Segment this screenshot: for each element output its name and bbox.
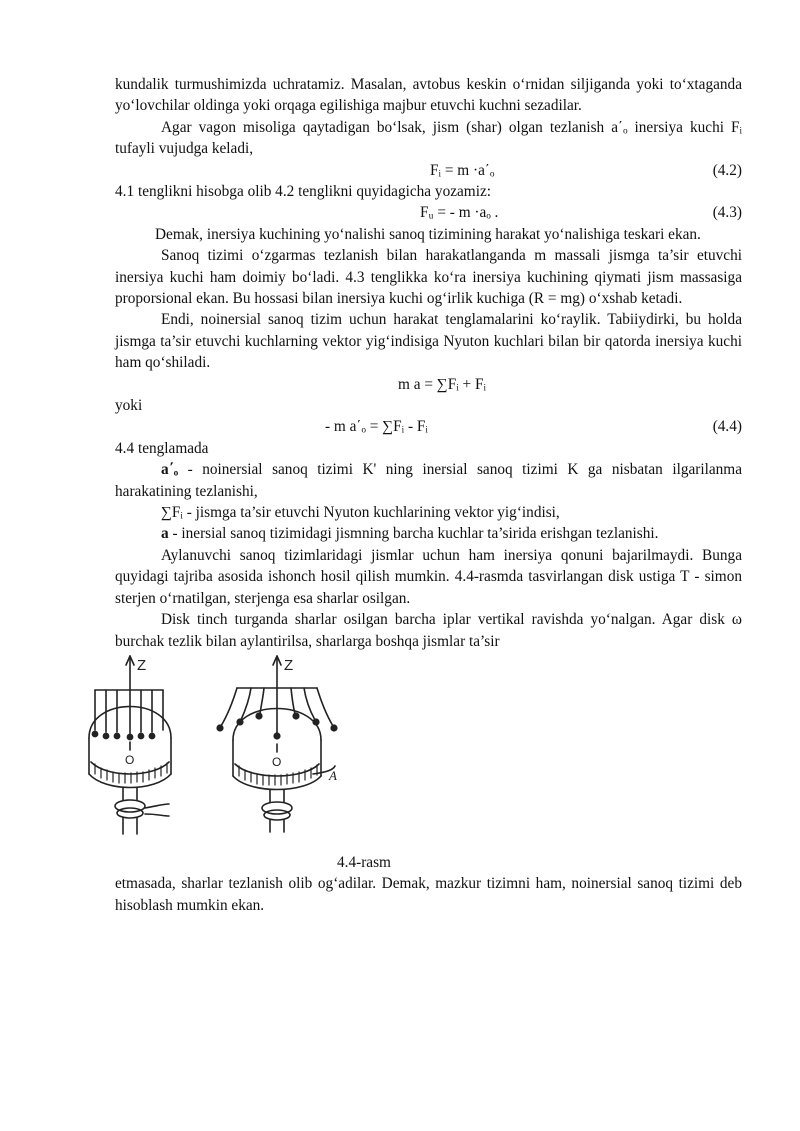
- center-label-right: O: [272, 754, 282, 769]
- equation-4-2-number: (4.2): [712, 161, 742, 179]
- equation-4-2-formula: Fᵢ = m ·a΄ₒ: [430, 161, 495, 179]
- ball-2: [103, 733, 108, 738]
- equation-newton-formula: m a = ∑Fᵢ + Fᵢ: [398, 375, 486, 393]
- ball-right-4: [293, 713, 299, 719]
- figure-4-4-drawing: [77, 646, 397, 846]
- paragraph-9: Aylanuvchi sanoq tizimlaridagi jismlar uchun ham inersiya qonuni bajarilmaydi. Bunga quyidagi tajriba asosida ishonch hosil qilish mumkin. 4.4-rasmda tasvirlangan disk ustiga T - simon sterjen o‘rnatilgan, sterjenga esa sharlar osilgan.: [115, 546, 742, 607]
- definition-1-symbol: a΄ₒ: [161, 461, 179, 479]
- ball-3: [114, 733, 119, 738]
- ball-right-center: [274, 733, 280, 739]
- paragraph-8: 4.4 tenglamada: [115, 439, 209, 457]
- definition-1: [115, 459, 742, 502]
- page-body: [115, 74, 742, 916]
- equation-4-3-formula: Fᵤ = - m ·aₒ .: [420, 204, 499, 222]
- rotating-disk-apparatus: [217, 656, 337, 832]
- paragraph-3: 4.1 tenglikni hisobga olib 4.2 tenglikni quyidagicha yozamiz:: [115, 183, 491, 201]
- equation-4-4: [115, 416, 742, 437]
- definition-3-text: - inersial sanoq tizimidagi jismning barcha kuchlar ta’sirida erishgan tezlanishi.: [168, 525, 659, 543]
- equation-4-4-formula: - m a΄ₒ = ∑Fᵢ - Fᵢ: [325, 418, 428, 436]
- paragraph-5: Sanoq tizimi o‘zgarmas tezlanish bilan harakatlanganda m massali jismga ta’sir etuvchi inersiya kuchi ham doimiy bo‘ladi. 4.3 tenglikka ko‘ra inersiya kuchining qiymati jism massasiga proporsional ekan. Bu hossasi bilan inersiya kuchi og‘irlik kuchiga (R = mg) o‘xshab ketadi.: [115, 247, 742, 308]
- pulley-left-2: [117, 808, 143, 818]
- definition-3-symbol: a: [161, 525, 169, 543]
- shaft-left: [123, 788, 137, 800]
- paragraph-11: etmasada, sharlar tezlanish olib og‘adilar. Demak, mazkur tizimni ham, noinersial sanoq tizimi deb hisoblash mumkin ekan.: [115, 875, 742, 914]
- figure-caption: 4.4-rasm: [337, 853, 391, 871]
- ball-4: [127, 734, 132, 739]
- disk-at-rest-apparatus: [89, 656, 171, 834]
- paragraph-10: Disk tinch turganda sharlar osilgan barcha iplar vertikal ravishda yo‘nalgan. Agar disk ω burchak tezlik bilan aylantirilsa, sharlarga boshqa jismlar ta’sir: [115, 611, 742, 650]
- figure-4-4: [115, 652, 742, 852]
- definition-2: ∑Fᵢ - jismga ta’sir etuvchi Nyuton kuchlarining vektor yig‘indisi,: [161, 504, 560, 522]
- belt-left: [145, 804, 169, 816]
- ball-1: [92, 731, 97, 736]
- ball-right-1: [217, 725, 223, 731]
- paragraph-2: Agar vagon misoliga qaytadigan bo‘lsak, jism (shar) olgan tezlanish a΄ₒ inersiya kuchi Fᵢ tufayli vujudga keladi,: [115, 118, 742, 158]
- equation-newton: [115, 374, 742, 395]
- ball-right-3: [256, 713, 262, 719]
- equation-4-2: [115, 160, 742, 181]
- z-axis-label-right: Z: [284, 656, 294, 674]
- equation-4-3-number: (4.3): [712, 204, 742, 222]
- paragraph-4: Demak, inersiya kuchining yo‘nalishi sanoq tizimining harakat yo‘nalishiga teskari ekan.: [155, 225, 701, 243]
- z-axis-label-left: Z: [137, 656, 147, 674]
- arc-label: A: [329, 767, 337, 783]
- ball-5: [138, 733, 143, 738]
- paragraph-7: yoki: [115, 397, 143, 415]
- shaft-lower-left: [123, 818, 137, 834]
- ball-6: [149, 733, 154, 738]
- definition-1-text: - noinersial sanoq tizimi K' ning inersial sanoq tizimi K ga nisbatan ilgarilanma harakatining tezlanishi,: [115, 461, 742, 500]
- equation-4-4-number: (4.4): [712, 418, 742, 436]
- center-label-left: O: [125, 752, 135, 767]
- shaft-lower-right: [270, 820, 284, 832]
- paragraph-6: Endi, noinersial sanoq tizim uchun harakat tenglamalarini ko‘raylik. Tabiiydirki, bu holda jismga ta’sir etuvchi kuchlarning vektor yig‘indisiga Nyuton kuchlari bilan bir qatorda inersiya kuchi ham qo‘shiladi.: [115, 311, 742, 372]
- shaft-right: [270, 790, 284, 802]
- paragraph-1: kundalik turmushimizda uchratamiz. Masalan, avtobus keskin o‘rnidan siljiganda yoki to‘xtaganda yo‘lovchilar oldinga yoki orqaga egilishiga majbur etuvchi kuchni sezadilar.: [115, 76, 742, 115]
- ball-right-6: [331, 725, 337, 731]
- pulley-right-2: [264, 810, 290, 820]
- definition-3: [115, 523, 742, 544]
- disk-bottom-right: [233, 776, 321, 790]
- equation-4-3: [115, 202, 742, 223]
